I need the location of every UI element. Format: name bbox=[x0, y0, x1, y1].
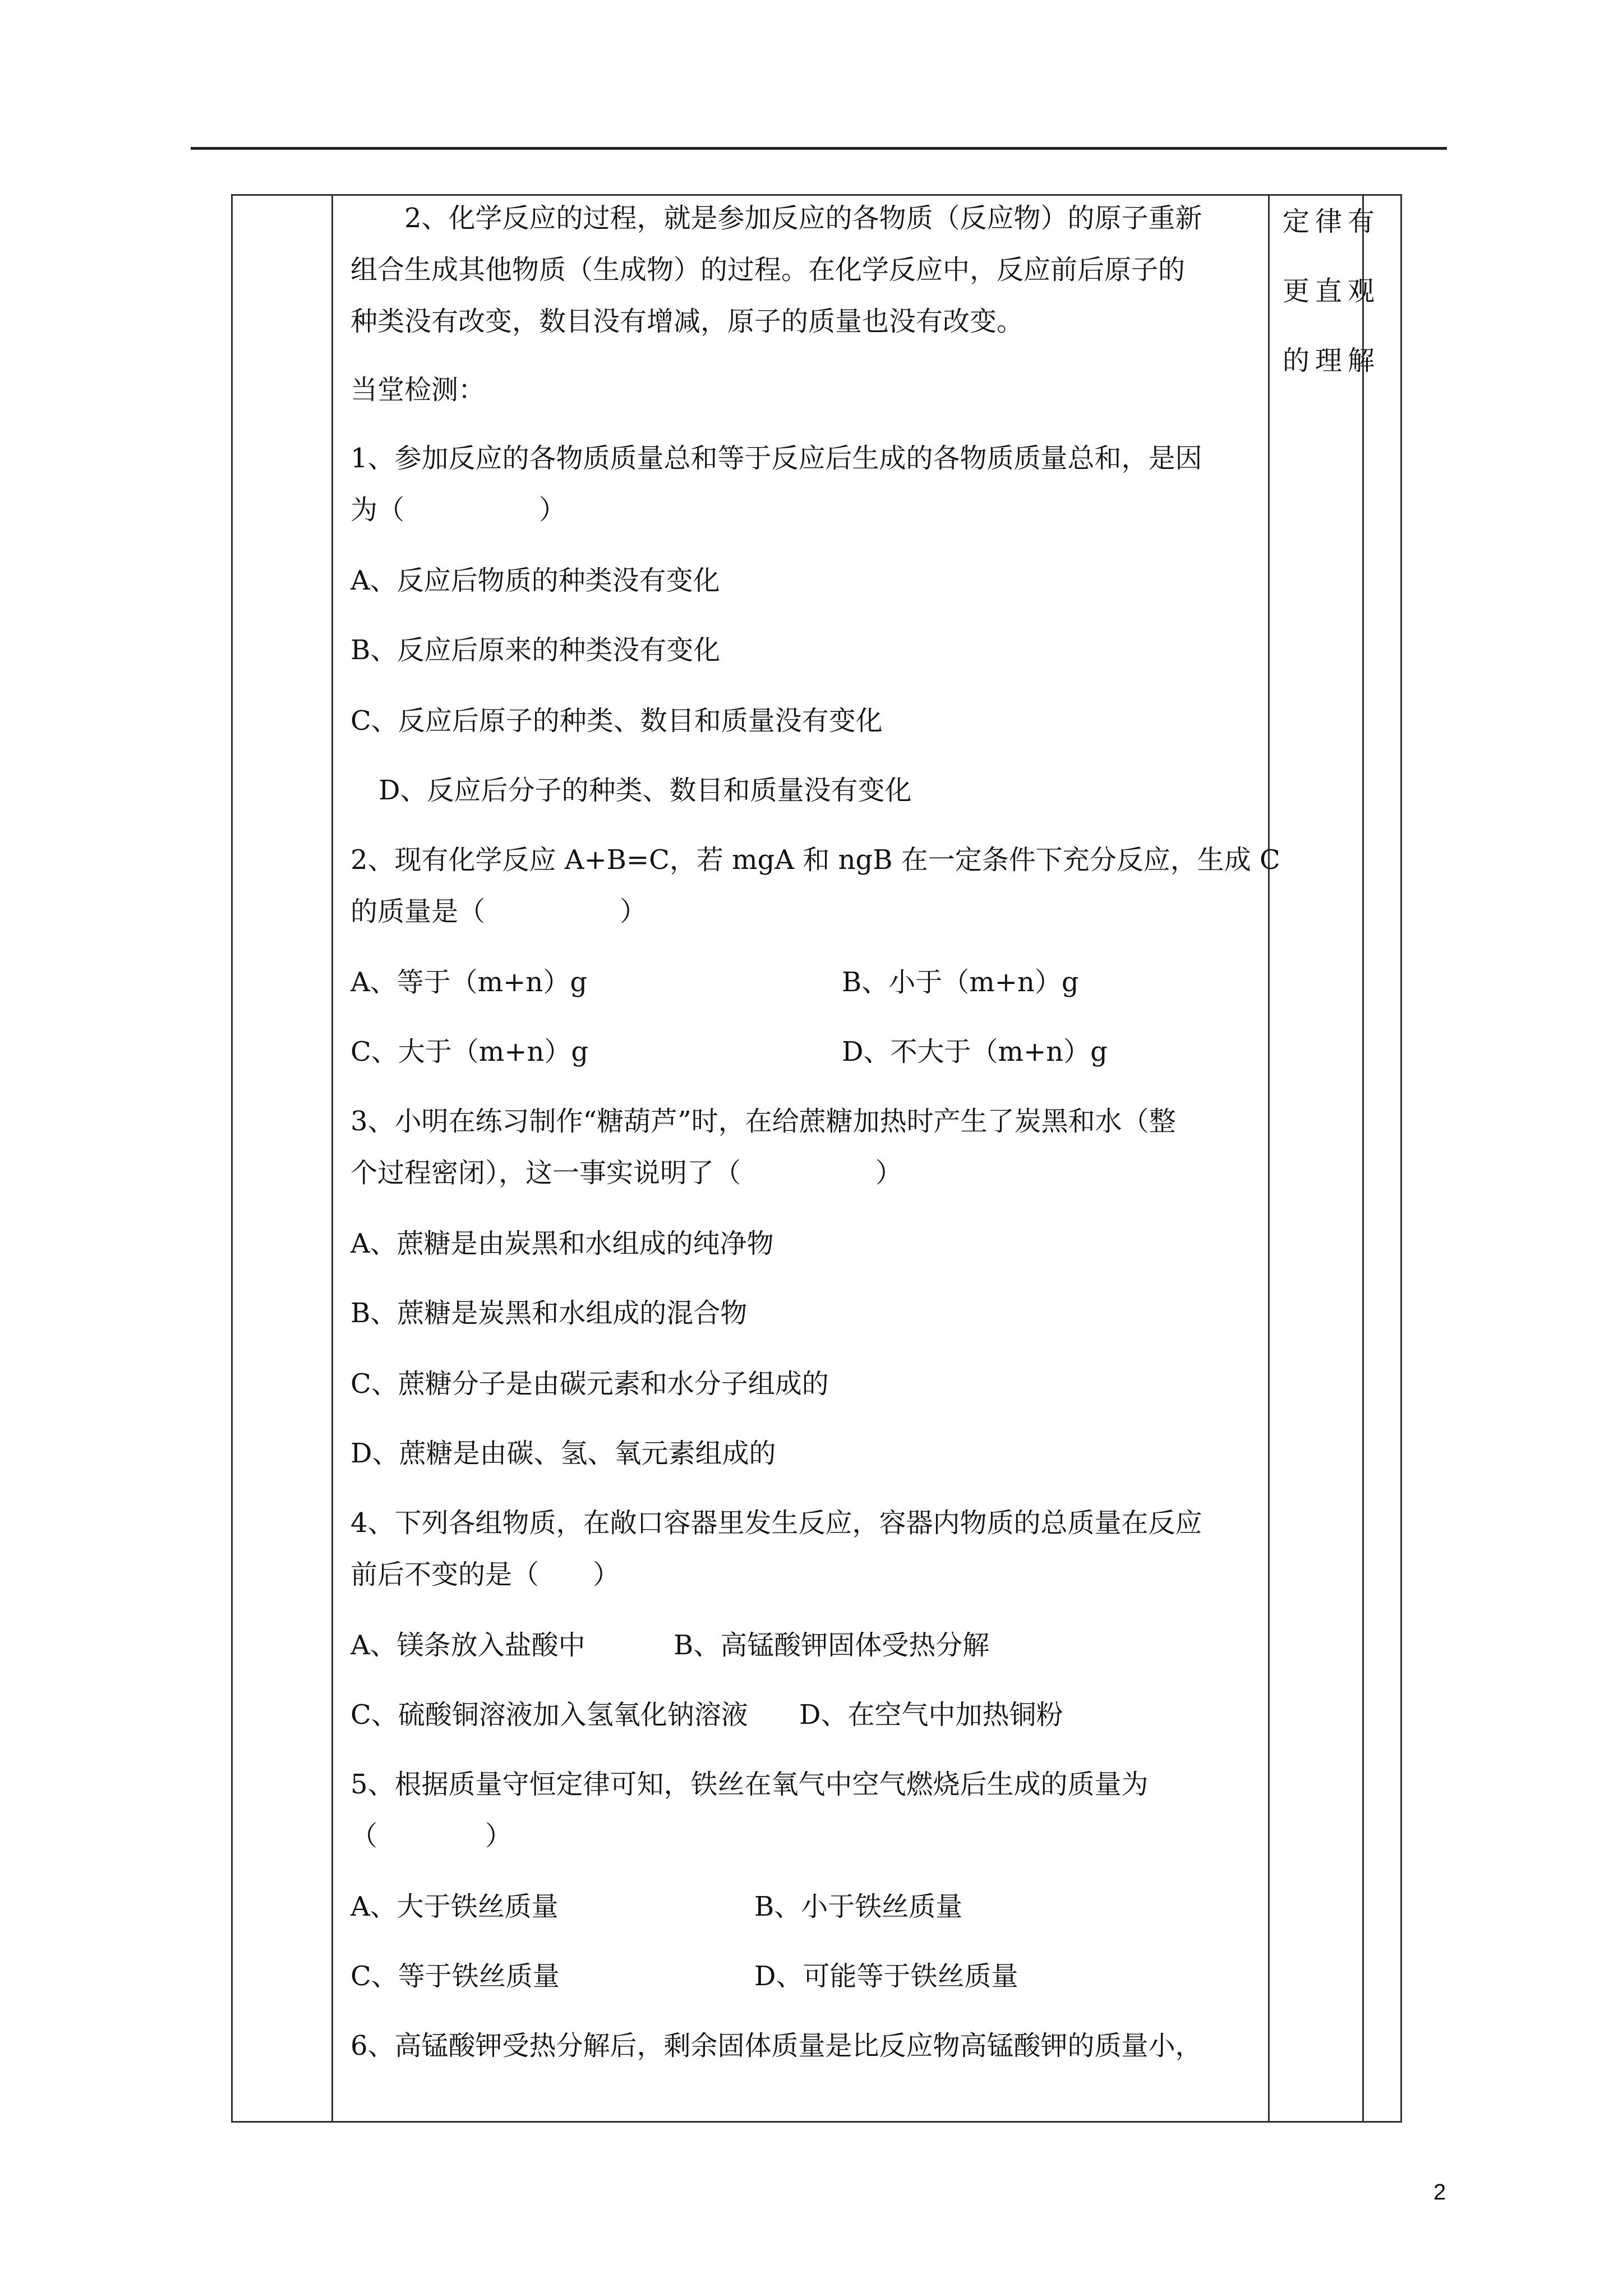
q3-option-c: C、蔗糖分子是由碳元素和水分子组成的 bbox=[351, 1368, 829, 1400]
q3-option-b: B、蔗糖是炭黑和水组成的混合物 bbox=[351, 1297, 748, 1329]
q3-line-1: 3、小明在练习制作“糖葫芦”时，在给蔗糖加热时产生了炭黑和水（整 bbox=[351, 1106, 1176, 1137]
q2-option-b: B、小于（m+n）g bbox=[842, 967, 1079, 998]
q4-option-c: C、硫酸铜溶液加入氢氧化钠溶液 bbox=[351, 1699, 748, 1731]
intro-line-2: 组合生成其他物质（生成物）的过程。在化学反应中，反应前后原子的 bbox=[351, 254, 1186, 286]
intro-line-1: 2、化学反应的过程，就是参加反应的各物质（反应物）的原子重新 bbox=[404, 203, 1202, 234]
q5-line-1: 5、根据质量守恒定律可知，铁丝在氧气中空气燃烧后生成的质量为 bbox=[351, 1769, 1149, 1800]
q4-option-d: D、在空气中加热铜粉 bbox=[799, 1699, 1063, 1731]
q2-line-1: 2、现有化学反应 A+B=C，若 mgA 和 ngB 在一定条件下充分反应，生成 C bbox=[351, 844, 1280, 876]
q3-option-d: D、蔗糖是由碳、氢、氧元素组成的 bbox=[351, 1438, 776, 1469]
q4-line-2: 前后不变的是（ ） bbox=[351, 1559, 620, 1590]
q2-option-c: C、大于（m+n）g bbox=[351, 1036, 589, 1068]
q5-option-d: D、可能等于铁丝质量 bbox=[754, 1961, 1018, 1992]
section-title: 当堂检测： bbox=[351, 374, 486, 406]
q5-line-2: （ ） bbox=[351, 1820, 513, 1852]
q5-option-a: A、大于铁丝质量 bbox=[351, 1891, 559, 1922]
q3-line-2: 个过程密闭），这一事实说明了（ ） bbox=[351, 1157, 903, 1189]
side-note-line-2: 更直观 bbox=[1283, 275, 1381, 307]
lesson-table bbox=[231, 194, 1402, 2123]
q5-option-c: C、等于铁丝质量 bbox=[351, 1961, 560, 1992]
q3-option-a: A、蔗糖是由炭黑和水组成的纯净物 bbox=[351, 1228, 774, 1259]
q4-option-a: A、镁条放入盐酸中 bbox=[351, 1630, 585, 1661]
q4-line-1: 4、下列各组物质，在敞口容器里发生反应，容器内物质的总质量在反应 bbox=[351, 1507, 1202, 1539]
page-number: 2 bbox=[1433, 2180, 1446, 2205]
side-note-line-1: 定律有 bbox=[1283, 206, 1381, 237]
table-divider-3 bbox=[1362, 196, 1364, 2121]
q1-line-2: 为（ ） bbox=[351, 494, 566, 526]
q1-option-b: B、反应后原来的种类没有变化 bbox=[351, 634, 721, 666]
table-divider-1 bbox=[331, 196, 333, 2121]
side-note-line-3: 的理解 bbox=[1283, 345, 1381, 376]
table-divider-2 bbox=[1268, 196, 1270, 2121]
q1-line-1: 1、参加反应的各物质质量总和等于反应后生成的各物质质量总和，是因 bbox=[351, 443, 1202, 474]
side-note-cell bbox=[1283, 205, 1381, 413]
q1-option-a: A、反应后物质的种类没有变化 bbox=[351, 565, 720, 596]
q5-option-b: B、小于铁丝质量 bbox=[754, 1891, 963, 1922]
q4-option-b: B、高锰酸钾固体受热分解 bbox=[674, 1630, 990, 1661]
q1-option-c: C、反应后原子的种类、数目和质量没有变化 bbox=[351, 705, 883, 737]
q2-option-d: D、不大于（m+n）g bbox=[842, 1036, 1108, 1068]
intro-line-3: 种类没有改变，数目没有增减，原子的质量也没有改变。 bbox=[351, 306, 1024, 337]
header-rule bbox=[191, 147, 1447, 150]
q2-option-a: A、等于（m+n）g bbox=[351, 967, 588, 998]
q1-option-d: D、反应后分子的种类、数目和质量没有变化 bbox=[379, 775, 912, 806]
q2-line-2: 的质量是（ ） bbox=[351, 896, 647, 927]
q6-line-1: 6、高锰酸钾受热分解后，剩余固体质量是比反应物高锰酸钾的质量小， bbox=[351, 2030, 1202, 2062]
